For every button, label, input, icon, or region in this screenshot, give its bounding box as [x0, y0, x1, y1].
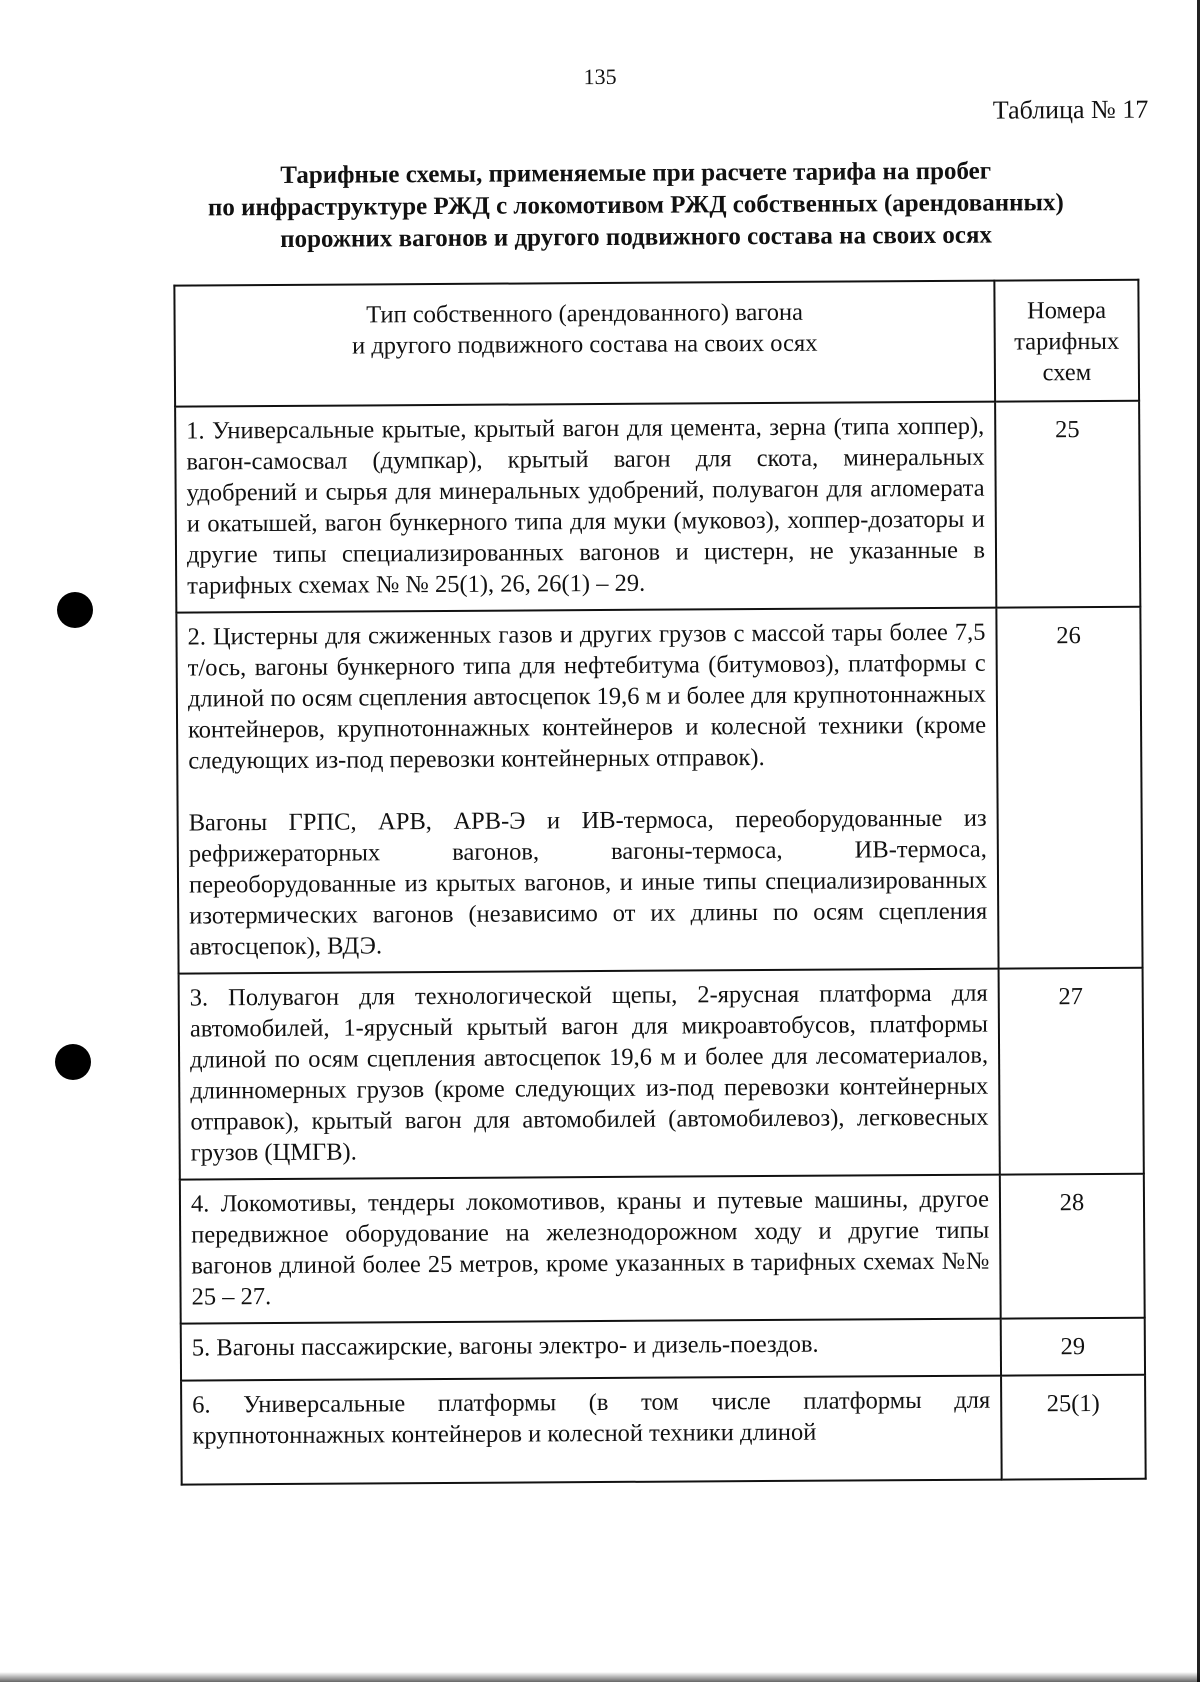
- title-line: порожних вагонов и другого подвижного состава на своих осях: [280, 221, 993, 253]
- row-paragraph: 2. Цистерны для сжиженных газов и других грузов с массой тары более 7,5 т/ось, вагоны бункерного типа для нефтебитума (битумовоз), платформы с длиной по осям сцепления автосцепок 19,6 м и более для крупнотоннажных контейнеров, крупнотоннажных контейнеров и колесной техники (кроме следующих из-под перевозки контейнерных отправок).: [187, 618, 987, 775]
- binder-hole: [55, 1044, 91, 1080]
- header-line: и другого подвижного состава на своих осях: [351, 329, 818, 360]
- row-description: [181, 1376, 1002, 1485]
- table-row: [181, 1318, 1145, 1381]
- header-line: Тип собственного (арендованного) вагона: [366, 298, 804, 329]
- page-number: 135: [583, 63, 617, 90]
- title-line: по инфраструктуре РЖД с локомотивом РЖД собственных (арендованных): [207, 189, 1064, 222]
- scan-bottom-edge: [0, 1672, 1200, 1682]
- row-paragraph: 6. Универсальные платформы (в том числе платформы для крупнотоннажных контейнеров и колесной техники длиной: [192, 1386, 991, 1450]
- table-header-row: [174, 280, 1139, 407]
- title-line: Тарифные схемы, применяемые при расчете тарифа на пробег: [280, 157, 992, 189]
- row-description: [175, 402, 996, 613]
- tariff-schemes-table: [173, 279, 1146, 1486]
- row-scheme-number: 26: [996, 607, 1142, 969]
- row-paragraph: 3. Полувагон для технологической щепы, 2-ярусная платформа для автомобилей, 1-ярусный крытый вагон для микроавтобусов, платформы длиной по осям сцепления автосцепок 19,6 м и более для лесоматериалов, длинномерных грузов (кроме следующих из-под перевозки контейнерных отправок), крытый вагон для автомобилей (автомобилевоз), легковесных грузов (ЦМГВ).: [189, 979, 989, 1167]
- row-paragraph: Вагоны ГРПС, АРВ, АРВ-Э и ИВ-термоса, переоборудованные из рефрижераторных вагонов, вагоны-термоса, ИВ-термоса, переоборудованные из крытых вагонов, и иные типы специализированных изотермических вагонов (независимо от их длины по осям сцепления автосцепок), ВДЭ.: [188, 804, 988, 961]
- table-row: [175, 401, 1140, 613]
- row-paragraph: 4. Локомотивы, тендеры локомотивов, краны и путевые машины, другое передвижное оборудование на железнодорожном ходу и другие типы вагонов длиной более 25 метров, кроме указанных в тарифных схемах №№ 25 – 27.: [190, 1185, 990, 1311]
- table-row: [179, 968, 1144, 1180]
- header-scheme-numbers: Номера тарифных схем: [994, 280, 1139, 402]
- table-row: [181, 1375, 1146, 1485]
- row-description: [180, 1175, 1001, 1324]
- document-title: [131, 155, 1142, 257]
- row-description: [176, 608, 998, 974]
- table-row: [180, 1174, 1145, 1324]
- row-scheme-number: 25: [995, 401, 1140, 608]
- row-scheme-number: 25(1): [1001, 1375, 1146, 1480]
- row-description: [179, 969, 1000, 1180]
- header-car-type: [174, 281, 995, 407]
- row-scheme-number: 29: [1001, 1318, 1145, 1376]
- row-description: [181, 1319, 1001, 1381]
- table-label: Таблица № 17: [992, 94, 1149, 125]
- table-row: [176, 607, 1142, 974]
- row-scheme-number: 27: [999, 968, 1144, 1175]
- row-paragraph: 5. Вагоны пассажирские, вагоны электро- и дизель-поездов.: [191, 1330, 819, 1362]
- row-paragraph: 1. Универсальные крытые, крытый вагон для цемента, зерна (типа хоппер), вагон-самосвал (думпкар), крытый вагон для скота, минеральных удобрений и сырья для минеральных удобрений, полувагон для агломерата и окатышей, вагон бункерного типа для муки (муковоз), хоппер-дозаторы и другие типы специализированных вагонов и цистерн, не указанные в тарифных схемах № № 25(1), 26, 26(1) – 29.: [186, 412, 986, 600]
- binder-hole: [57, 592, 93, 628]
- row-scheme-number: 28: [1000, 1174, 1145, 1319]
